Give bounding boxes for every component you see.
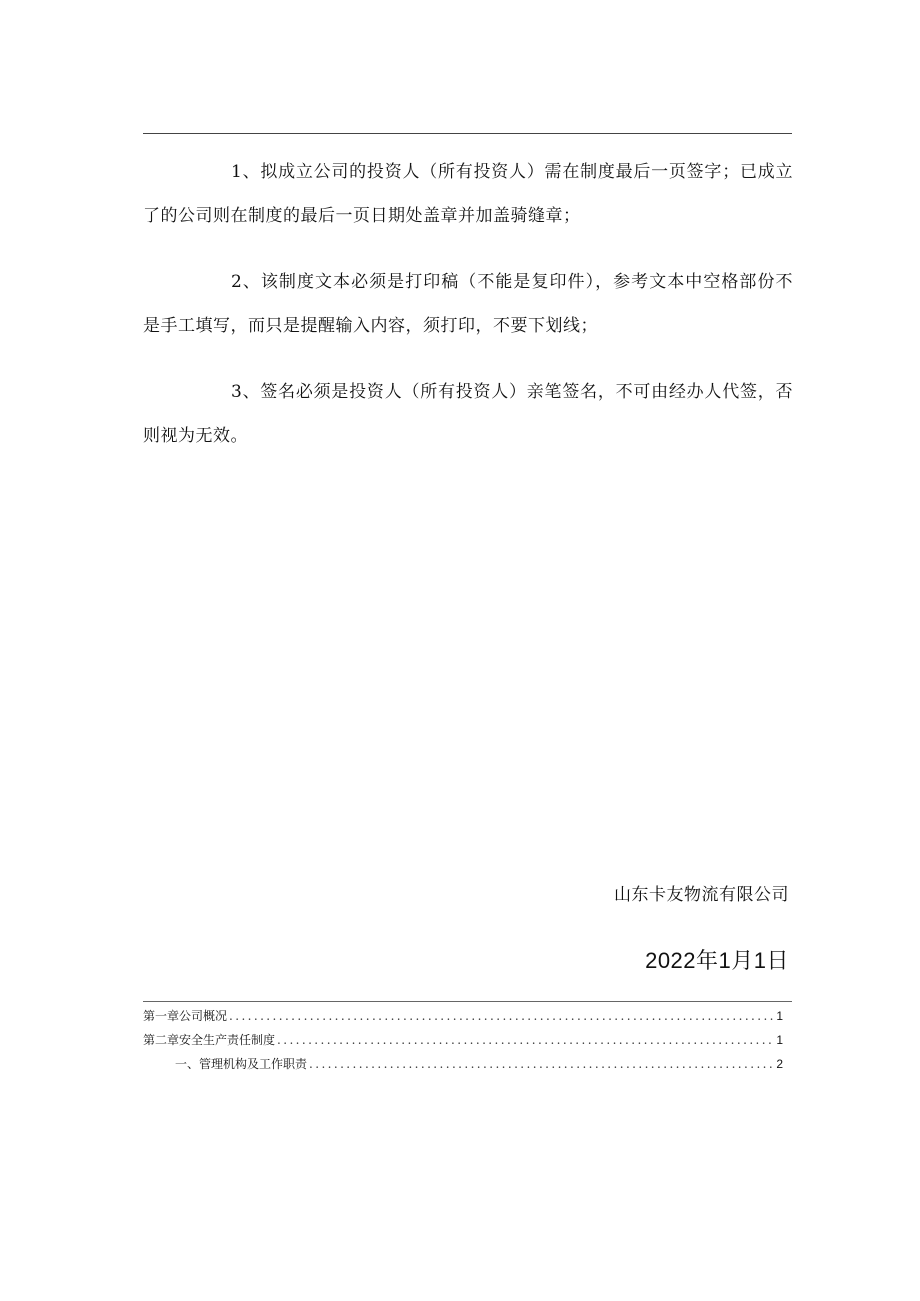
toc-page-number: 1 (776, 1009, 783, 1023)
signature-date: 2022年1月1日 (645, 948, 789, 973)
toc-dot-leader (277, 1028, 774, 1052)
note-2: 2、该制度文本必须是打印稿（不能是复印件），参考文本中空格部份不是手工填写，而只是提醒输入内容，须打印，不要下划线； (143, 272, 793, 336)
toc-dot-leader (229, 1004, 774, 1028)
note-1: 1、拟成立公司的投资人（所有投资人）需在制度最后一页签字；已成立了的公司则在制度的最后一页日期处盖章并加盖骑缝章； (143, 162, 793, 226)
toc-entry-chapter-2[interactable] (143, 1028, 783, 1052)
toc-dot-leader (309, 1052, 774, 1076)
note-3: 3、签名必须是投资人（所有投资人）亲笔签名，不可由经办人代签，否则视为无效。 (143, 382, 793, 446)
table-of-contents (143, 1004, 783, 1076)
toc-entry-chapter-1[interactable] (143, 1004, 783, 1028)
toc-entry-title: 第二章安全生产责任制度 (143, 1033, 276, 1047)
toc-page-number: 1 (776, 1033, 783, 1047)
instruction-notes (143, 150, 793, 480)
toc-divider (143, 1001, 792, 1002)
toc-entry-title: 第一章公司概况 (143, 1009, 228, 1023)
toc-page-number: 2 (776, 1057, 783, 1071)
toc-entry-section-1[interactable] (143, 1052, 783, 1076)
company-name: 山东卡友物流有限公司 (614, 885, 789, 905)
toc-entry-title: 一、管理机构及工作职责 (175, 1057, 308, 1071)
top-divider (143, 133, 792, 134)
